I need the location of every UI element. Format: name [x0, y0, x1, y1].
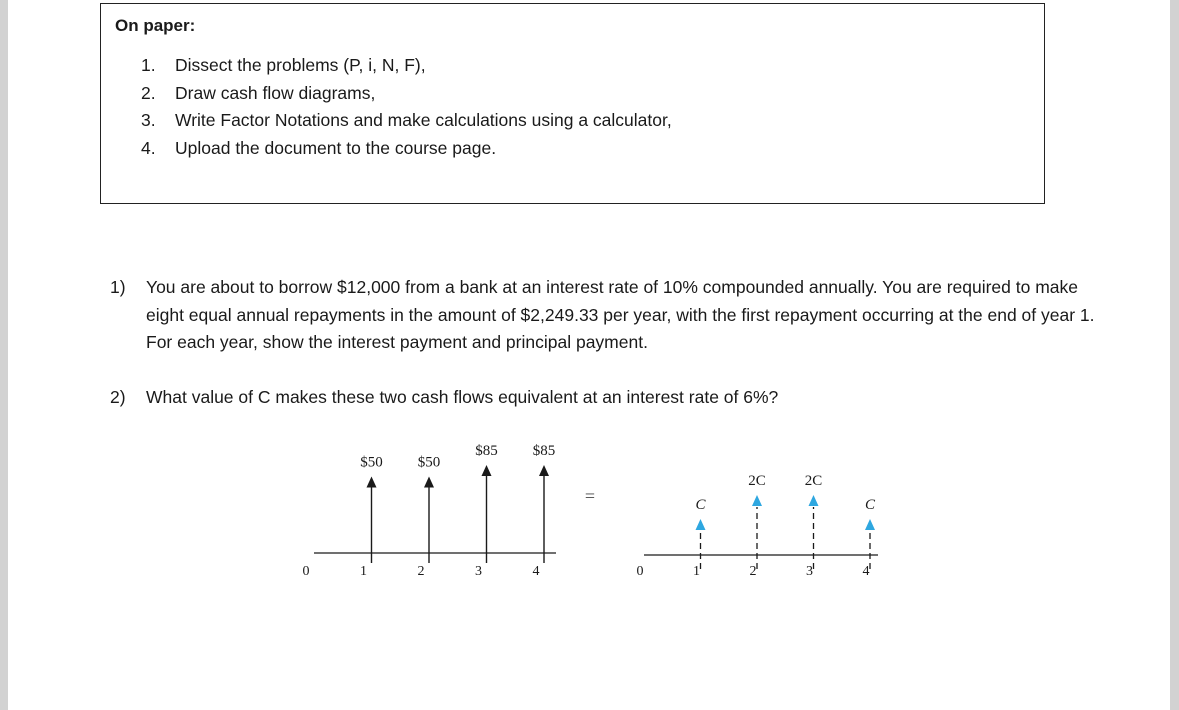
cash-flow-diagram-right — [637, 473, 879, 579]
cash-flow-arrowhead — [865, 519, 875, 530]
cash-flow-arrowhead — [482, 465, 492, 476]
question-text: You are about to borrow $12,000 from a bank at an interest rate of 10% compounded annually. You are required to make eight equal annual repayments in the amount of $2,249.33 per year, with the first repayment occurring at the end of year 1. For each year, show the interest payment and principal payment. — [146, 277, 1095, 353]
cash-flow-label: $50 — [360, 454, 383, 471]
cash-flow-label: $85 — [475, 442, 498, 459]
period-label: 1 — [360, 564, 367, 579]
cash-flow-arrowhead — [367, 477, 377, 488]
cash-flow-label: C — [864, 497, 876, 513]
cash-flow-arrowhead — [809, 495, 819, 506]
instruction-item: 3. Write Factor Notations and make calculations using a calculator, — [141, 110, 672, 130]
period-label: 4 — [532, 564, 540, 579]
cash-flow-arrowhead — [539, 465, 549, 476]
cash-flow-label: $85 — [532, 442, 556, 459]
period-label: 3 — [475, 564, 482, 579]
cash-flow-arrowhead — [424, 477, 434, 488]
period-label: 4 — [862, 564, 870, 579]
question-number: 1) — [110, 277, 126, 297]
document-page — [8, 0, 1170, 710]
period-label: 1 — [693, 564, 700, 579]
equals-sign: = — [584, 486, 596, 506]
period-label: 0 — [636, 564, 644, 579]
instructions-title: On paper: — [115, 16, 196, 35]
cash-flow-label: $50 — [417, 454, 441, 471]
cash-flow-diagram-left — [303, 443, 557, 579]
instruction-item: 4. Upload the document to the course page. — [141, 137, 497, 158]
cash-flow-label: C — [695, 497, 706, 513]
period-label: 3 — [806, 564, 813, 579]
period-label: 2 — [417, 564, 425, 579]
question-number: 2) — [110, 387, 126, 407]
cash-flow-label: 2C — [748, 473, 766, 489]
period-label: 2 — [749, 564, 757, 579]
cash-flow-arrowhead — [696, 519, 706, 530]
cash-flow-label: 2C — [804, 473, 823, 489]
cash-flow-arrowhead — [752, 495, 762, 506]
instruction-item: 2. Draw cash flow diagrams, — [141, 82, 376, 103]
period-label: 0 — [302, 564, 310, 579]
question-text: What value of C makes these two cash flows equivalent at an interest rate of 6%? — [146, 387, 779, 407]
cash-flow-diagrams — [8, 0, 1170, 710]
instruction-item: 1. Dissect the problems (P, i, N, F), — [141, 55, 426, 75]
